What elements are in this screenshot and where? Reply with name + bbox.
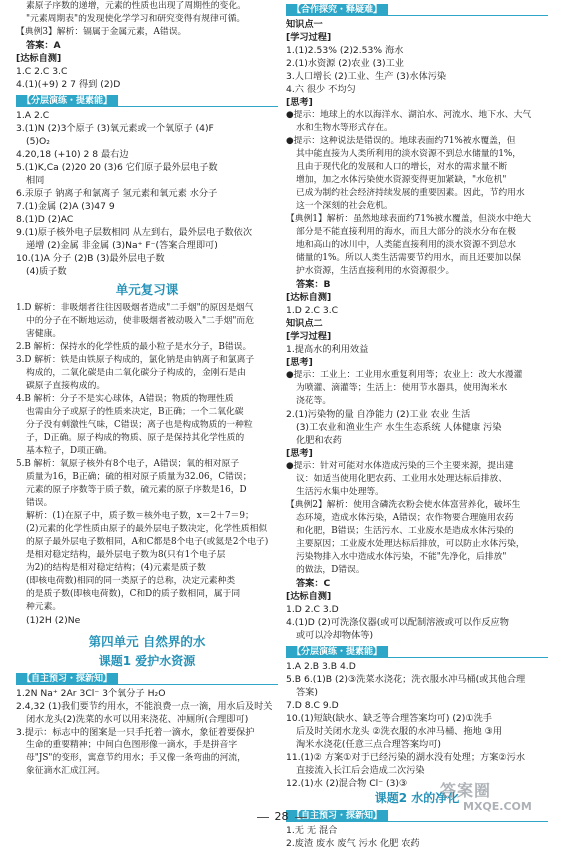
text-line: 1.2N Na⁺ 2Ar 3Cl⁻ 3个氧分子 H₂O	[16, 688, 166, 699]
text-line: (5)O₂	[26, 136, 50, 147]
section-header-label: 【自主预习・探新知】	[286, 810, 388, 822]
unit-title: 第四单元 自然界的水	[88, 634, 206, 649]
text-line: 增加，加之水体污染使水资源变得更加紧缺，"水危机"	[296, 175, 507, 185]
text-line: 其中能直接为人类所利用的淡水资源不到总水储量的1%，	[296, 149, 522, 159]
text-line: 5.B 6.(1)B (2)③洗菜水浇花；洗衣服水冲马桶(或其他合理	[286, 674, 526, 685]
text-line: 象征滴水汇成江河。	[26, 766, 106, 776]
text-line: 1.A 2.C	[16, 110, 50, 121]
text-line: "元素周期表"的发现使化学学习和研究变得有规律可循。	[26, 14, 246, 24]
lesson-title: 课题2 水的净化	[374, 791, 460, 805]
text-line: 部分是不能直接利用的海水，而且大部分的淡水分布在极	[296, 227, 516, 237]
text-line: 子，D正确。原子构成的物质、原子是保持其化学性质的	[26, 433, 245, 443]
text-line: 6.汞原子 钠离子和氯离子 氢元素和氧元素 水分子	[16, 188, 218, 199]
text-line: 的原子最外层电子数相同，A和C都是8个电子(或氦是2个电子)	[26, 537, 269, 547]
chapter-review-title: 单元复习课	[115, 282, 179, 297]
text-line: 1.无 无 混合	[286, 825, 338, 836]
text-line: 闭水龙头(2)洗菜的水可以用来浇花、冲厕所(合理即可)	[26, 714, 249, 725]
page-number: 28	[0, 810, 563, 823]
text-line: 1.提高水的利用效益	[286, 344, 369, 355]
text-line: 或可以冷却物体等)	[296, 630, 374, 641]
text-line: 12.(1)水 (2)混合物 Cl⁻ (3)③	[286, 778, 408, 789]
text-line: 知识点二	[286, 318, 323, 329]
text-line: 议：如适当使用化肥农药、工业用水处理达标后排放、	[296, 474, 508, 484]
text-line: 2.(1)污染物的量 自净能力 (2)工业 农业 生活	[286, 409, 471, 420]
text-line: ●提示：地球上的水以海洋水、湖泊水、河流水、地下水、大气	[286, 110, 532, 120]
section-header	[16, 94, 278, 107]
text-line: 害健康。	[26, 329, 62, 339]
text-line: 浇花等。	[296, 396, 332, 406]
text-line: 素原子序数的递增，元素的性质也出现了周期性的变化。	[26, 1, 246, 11]
text-line: 是相对稳定结构，最外层电子数为8(只有1个电子层	[26, 550, 226, 560]
text-line: 母"JS"的变形，寓意节约用水；手又像一条弯曲的河流，	[26, 753, 246, 763]
text-line: ●提示：针对可能对水体造成污染的三个主要来源，提出建	[286, 461, 514, 471]
text-line: 1.D 2.C 3.D	[286, 604, 339, 615]
text-line: 的做法，D错误。	[296, 565, 365, 575]
text-line: 4.(1)(+9) 2 7 得到 (2)D	[16, 79, 121, 90]
text-line: 4.B 解析：分子不是实心球体，A错误；物质的物理性质	[16, 394, 234, 404]
text-line: [学习过程]	[286, 32, 332, 43]
text-line: [达标自测]	[16, 53, 62, 64]
text-line: 质量为16，B正确；硫的相对原子质量为32.06，C错误；	[26, 472, 252, 482]
text-line: 3.人口增长 (2)工业、生产 (3)水体污染	[286, 71, 447, 82]
text-line: 8.(1)D (2)AC	[16, 214, 74, 225]
section-header-label: 【合作探究・释疑难】	[286, 4, 388, 16]
section-header	[16, 672, 278, 685]
watermark-url: MXQE.COM	[463, 800, 532, 813]
text-line: 递增 (2)金属 非金属 (3)Na⁺ F⁻(答案合理即可)	[26, 240, 218, 251]
text-line: 和化肥，B错误；生活污水、工业废水是造成水体污染的	[296, 526, 514, 536]
text-line: [达标自测]	[286, 292, 332, 303]
text-line: 2.(1)水资源 (2)农业 (3)工业	[286, 58, 404, 69]
text-line: (2)元素的化学性质由原子的最外层电子数决定，化学性质相似	[26, 524, 268, 534]
text-line: 10.(1)A 分子 (2)B (3)最外层电子数	[16, 253, 165, 264]
watermark-logo: 答案圈	[440, 781, 492, 800]
text-line: 7.(1)金属 (2)A (3)47 9	[16, 201, 115, 212]
text-line: 5.(1)K,Ca (2)20 20 (3)6 它们原子最外层电子数	[16, 162, 218, 173]
text-line: 中的分子在不断地运动，使非吸烟者被动吸入"二手烟"而危	[26, 316, 255, 326]
text-line: 构成的，二氧化碳是由二氧化碳分子构成的，金刚石是由	[26, 368, 246, 378]
text-line: 4.20,18 (+10) 2 8 最右边	[16, 149, 129, 160]
section-header-label: 【分层演练・提素能】	[16, 95, 118, 107]
section-header	[286, 645, 548, 658]
text-line: 后及时关闭水龙头 ②洗衣服的水冲马桶、拖地 ③用	[296, 726, 503, 737]
text-line: 护水资源，生活直接利用的水资源很少。	[296, 266, 455, 276]
section-header-label: 【自主预习・探新知】	[16, 673, 118, 685]
text-line: 的是质子数(即核电荷数)，C和D的质子数相同，属于同	[26, 589, 241, 599]
text-line: 地和高山的冰川中，人类能直接利用的淡水资源不到总水	[296, 240, 516, 250]
text-line: 污染物排入水中造成水体污染，不能"先净化，后排放"	[296, 552, 507, 562]
text-line: 【典例1】解析：虽然地球表面约71%被水覆盖，但淡水中绝大	[286, 214, 532, 224]
text-line: 答案：C	[296, 578, 331, 589]
text-line: 生命的重要精神；中间白色图形像一滴水，手是拼音字	[26, 740, 238, 750]
text-line: 1.C 2.C 3.C	[16, 66, 68, 77]
text-line: 态环境，造成水体污染，A错误；农作物要合理施用农药	[296, 513, 514, 523]
text-line: 分子没有刺激性气味，C错误；离子也是构成物质的一种粒	[26, 420, 253, 430]
text-line: 化肥和农药	[296, 435, 342, 446]
text-line: 也需由分子或原子的性质来决定，B正确；一个二氧化碳	[26, 407, 244, 417]
text-line: (3)工农业和渔业生产 水生生态系统 人体健康 污染	[296, 422, 502, 433]
text-line: 储量的1%。所以人类生活需要节约用水，而且还要加以保	[296, 253, 522, 263]
text-line: 5.B 解析：氧原子核外有8个电子，A错误；氧的相对原子	[16, 459, 240, 469]
text-line: 主要原因；工业废水处理达标后排放，可以防止水体污染，	[296, 539, 525, 549]
text-line: (4)质子数	[26, 266, 67, 277]
right-column	[286, 0, 548, 850]
text-line: 这一个深刻的社会危机。	[296, 201, 393, 211]
text-line: 1.D 解析：非吸烟者往往因吸烟者造成"二手烟"的原因是烟气	[16, 303, 254, 313]
text-line: ●提示：工业上：工业用水重复利用等；农业上：改大水漫灌	[286, 370, 523, 380]
text-line: 解析：(1)在原子中，质子数＝核外电子数，x＝2＋7＝9；	[26, 511, 254, 521]
text-line: [学习过程]	[286, 331, 332, 342]
text-line: 【典例3】解析：镉属于金属元素，A错误。	[16, 27, 187, 37]
text-line: 2.B 解析：保持水的化学性质的最小粒子是水分子，B错误。	[16, 342, 252, 352]
text-line: 【典例2】解析：使用含磷洗衣粉会使水体富营养化，破坏生	[286, 500, 521, 510]
text-line: 答案：A	[26, 40, 61, 51]
text-line: 1.(1)2.53% (2)2.53% 海水	[286, 45, 404, 56]
text-line: [思考]	[286, 448, 313, 459]
text-line: 淘米水浇花(任意三点合理答案均可)	[296, 739, 441, 750]
text-line: [思考]	[286, 97, 313, 108]
text-line: 3.提示：标志中的图案是一只手托着一滴水，象征着要保护	[16, 727, 255, 738]
text-line: 错误。	[26, 498, 53, 508]
section-header-label: 【分层演练・提素能】	[286, 646, 388, 658]
text-line: 2.4,32 (1)我们要节约用水，不能浪费一点一滴，用水后及时关	[16, 701, 273, 712]
text-line: 3.D 解析：铁是由铁原子构成的，氯化钠是由钠离子和氯离子	[16, 355, 255, 365]
lesson-title: 课题1 爱护水资源	[98, 654, 196, 668]
text-line: (即核电荷数)相同的同一类原子的总称，决定元素种类	[26, 576, 236, 586]
text-line: 水和生物水等形式存在。	[296, 123, 393, 133]
text-line: 碳原子直接构成的。	[26, 381, 106, 391]
text-line: 2.废渣 废水 废气 污水 化肥 农药	[286, 838, 420, 849]
text-line: 生活污水集中处理等。	[296, 487, 384, 497]
text-line: 9.(1)原子核外电子层数相同 从左到右，最外层电子数依次	[16, 227, 253, 238]
text-line: 元素的原子序数等于质子数，硫元素的原子序数是16，D	[26, 485, 247, 495]
text-line: 4.(1)D (2)可洗涤仪器(或可以配制溶液或可以作反应物	[286, 617, 509, 628]
text-line: 基本粒子，D项正确。	[26, 446, 113, 456]
text-line: ●提示：这种说法是错误的。地球表面约71%被水覆盖，但	[286, 136, 516, 146]
text-line: 7.D 8.C 9.D	[286, 700, 339, 711]
text-line: 为2)的结构是相对稳定结构；(4)元素是质子数	[26, 563, 206, 573]
text-line: 3.(1)N (2)3个原子 (3)氧元素或一个氧原子 (4)F	[16, 123, 214, 134]
text-line: 且由于现代化的发展和人口的增长，对水的需求量不断	[296, 162, 508, 172]
text-line: 1.D 2.C 3.C	[286, 305, 339, 316]
text-line: 答案)	[296, 687, 318, 698]
text-line: [达标自测]	[286, 591, 332, 602]
text-line: 答案：B	[296, 279, 331, 290]
text-line: 知识点一	[286, 19, 323, 30]
text-line: 11.(1)② 方案①对于已经污染的湖水没有处理；方案②污水	[286, 752, 526, 763]
text-line: (1)2H (2)Ne	[26, 615, 81, 626]
text-line: 4.六 很少 不均匀	[286, 84, 356, 95]
text-line: 为喷灌、滴灌等；生活上：使用节水器具，使用淘米水	[296, 383, 508, 393]
text-line: 10.(1)短缺(缺水、缺乏等合理答案均可) (2)①洗手	[286, 713, 492, 724]
text-line: 直接流入长江后会造成二次污染	[296, 765, 425, 776]
text-line: 1.A 2.B 3.B 4.D	[286, 661, 356, 672]
section-header	[286, 3, 548, 16]
left-column	[16, 0, 278, 778]
text-line: 相同	[26, 175, 45, 186]
text-line: 已成为制约社会经济持续发展的重要因素。因此，节约用水	[296, 188, 525, 198]
text-line: [思考]	[286, 357, 313, 368]
text-line: 种元素。	[26, 602, 62, 612]
